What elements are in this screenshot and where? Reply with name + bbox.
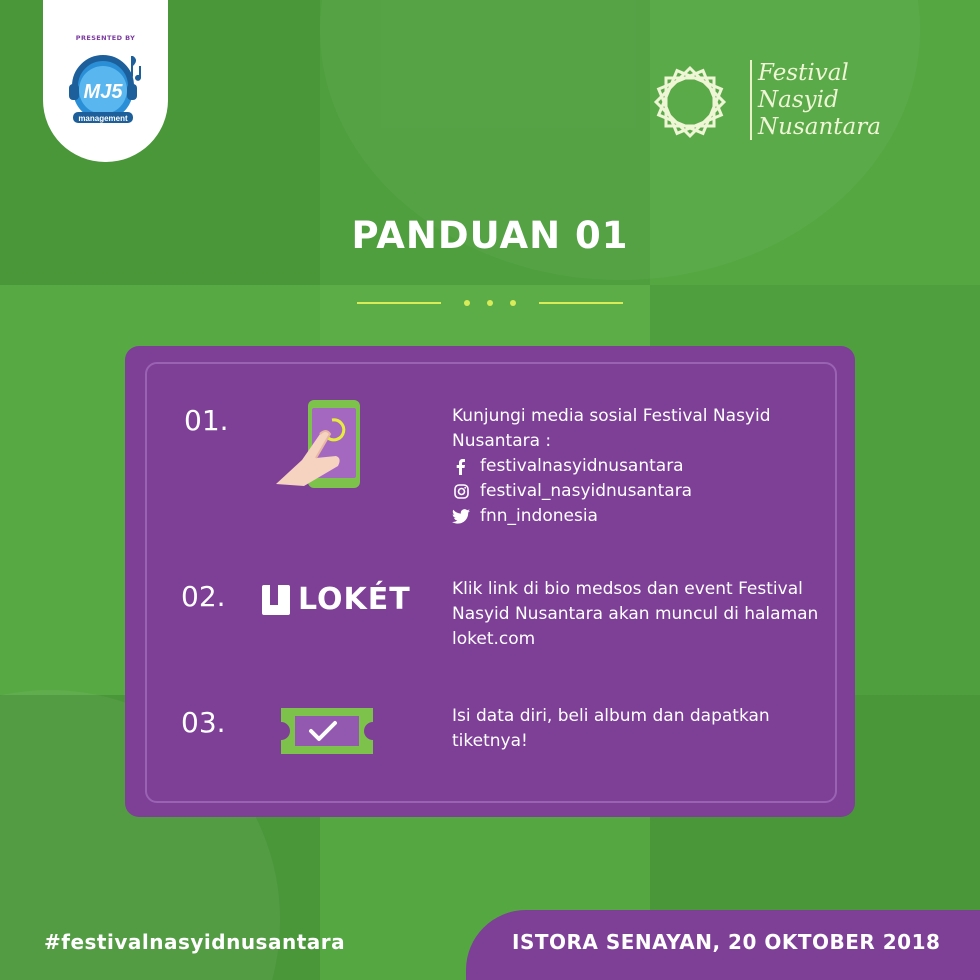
festival-title-line: Nasyid bbox=[758, 87, 839, 113]
step-description: Kunjungi media sosial Festival Nasyid Nusantara : bbox=[452, 406, 771, 451]
presenter-badge bbox=[43, 0, 168, 162]
divider-dot bbox=[487, 300, 493, 306]
hashtag: #festivalnasyidnusantara bbox=[44, 930, 346, 954]
divider-dot bbox=[464, 300, 470, 306]
social-handle: festival_nasyidnusantara bbox=[480, 481, 693, 501]
festival-title bbox=[758, 60, 958, 141]
step-description: Isi data diri, beli album dan dapatkan tiketnya! bbox=[452, 706, 770, 751]
festival-divider bbox=[750, 60, 752, 140]
facebook-icon bbox=[452, 458, 470, 476]
ticket-check-icon bbox=[281, 708, 373, 754]
social-link-facebook[interactable] bbox=[452, 454, 822, 479]
social-handle: festivalnasyidnusantara bbox=[480, 456, 684, 476]
festival-title-line: Nusantara bbox=[758, 114, 881, 140]
venue-date: ISTORA SENAYAN, 20 OKTOBER 2018 bbox=[512, 930, 941, 954]
loket-logo-text: LOKÉT bbox=[298, 582, 411, 617]
social-link-twitter[interactable] bbox=[452, 504, 822, 529]
step-description: Klik link di bio medsos dan event Festival Nasyid Nusantara akan muncul di halaman loket.com bbox=[452, 579, 819, 649]
step-number: 03. bbox=[181, 706, 226, 739]
page-title: PANDUAN 01 bbox=[351, 214, 629, 257]
loket-logo-mark bbox=[262, 585, 290, 615]
step-number: 02. bbox=[181, 580, 226, 613]
presenter-label: PRESENTED BY bbox=[75, 34, 136, 42]
instagram-icon bbox=[452, 483, 470, 501]
step-number: 01. bbox=[184, 404, 229, 437]
divider-dot bbox=[510, 300, 516, 306]
mj5-management-logo bbox=[65, 46, 149, 134]
svg-text:MJ5: MJ5 bbox=[83, 81, 123, 103]
loket-logo bbox=[262, 582, 411, 617]
festival-title-line: Festival bbox=[758, 60, 849, 86]
divider-line-right bbox=[539, 302, 623, 304]
divider-line-left bbox=[357, 302, 441, 304]
tap-phone-icon bbox=[276, 400, 362, 490]
festival-emblem-icon bbox=[648, 60, 732, 144]
twitter-icon bbox=[452, 508, 470, 526]
social-link-instagram[interactable] bbox=[452, 479, 822, 504]
social-handle: fnn_indonesia bbox=[480, 506, 598, 526]
step-text bbox=[452, 404, 822, 529]
svg-text:management: management bbox=[78, 114, 128, 123]
